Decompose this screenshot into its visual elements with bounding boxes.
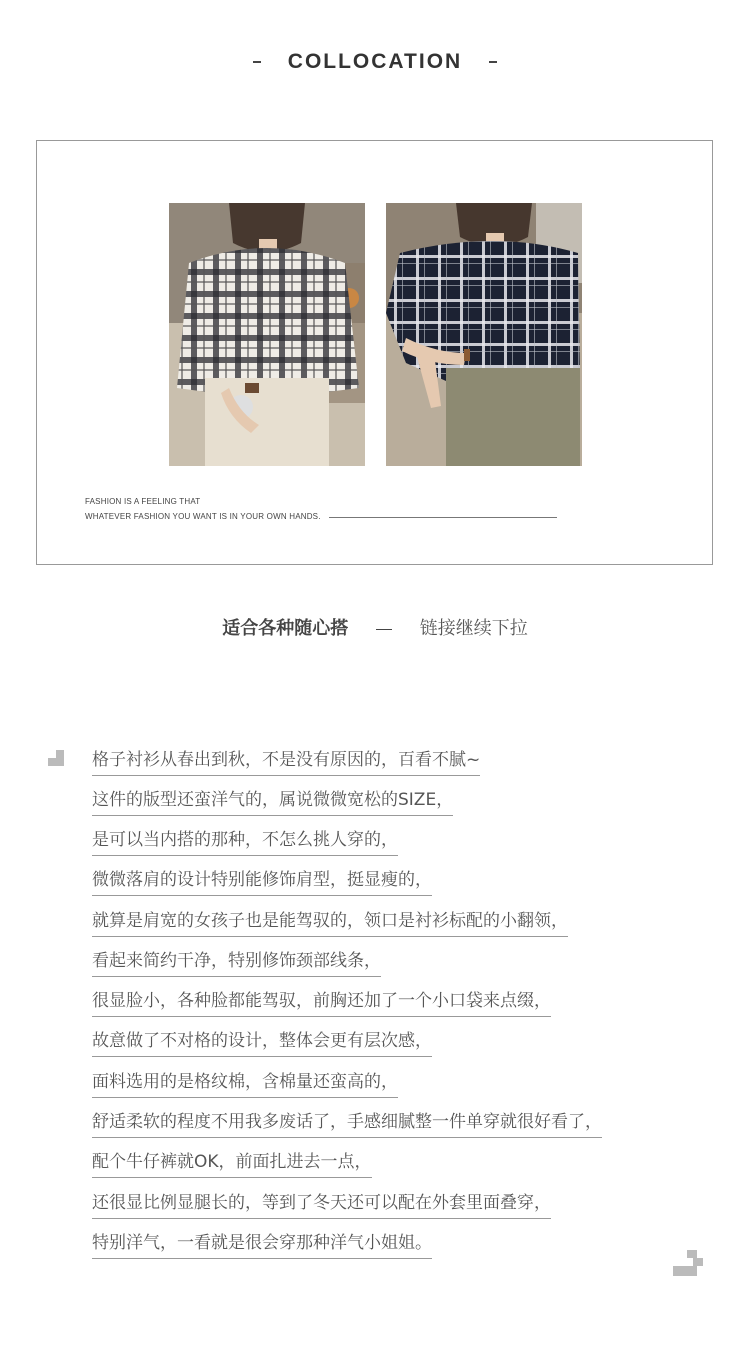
- model-photo-black-plaid: [386, 203, 582, 466]
- subheading-separator: [376, 629, 392, 630]
- section-title: COLLOCATION: [287, 50, 463, 73]
- description-line: 舒适柔软的程度不用我多废话了，手感细腻整一件单穿就很好看了，: [92, 1112, 602, 1138]
- subheading-light: 链接继续下拉: [419, 618, 528, 639]
- fashion-caption-line-1: FASHION IS A FEELING THAT: [85, 497, 201, 506]
- description-line: 配个牛仔裤就OK，前面扎进去一点，: [92, 1152, 372, 1178]
- description-line: 看起来简约干净，特别修饰颈部线条，: [92, 951, 381, 977]
- subheading-bold: 适合各种随心搭: [222, 618, 349, 639]
- style-subheading: [0, 614, 750, 640]
- description-line: 就算是肩宽的女孩子也是能驾驭的，领口是衬衫标配的小翻领，: [92, 911, 568, 937]
- header-dash-right: [489, 61, 497, 63]
- section-header: [0, 50, 750, 74]
- paragraph-end-icon: [673, 1250, 703, 1276]
- description-line: 这件的版型还蛮洋气的，属说微微宽松的SIZE，: [92, 790, 453, 816]
- description-line: 面料选用的是格纹棉，含棉量还蛮高的，: [92, 1072, 398, 1098]
- description-line: 格子衬衫从春出到秋，不是没有原因的，百看不腻~: [92, 750, 480, 776]
- description-line: 特别洋气，一看就是很会穿那种洋气小姐姐。: [92, 1233, 432, 1259]
- header-dash-left: [253, 61, 261, 63]
- description-line: 很显脸小，各种脸都能驾驭，前胸还加了一个小口袋来点缀，: [92, 991, 551, 1017]
- description-line: 微微落肩的设计特别能修饰肩型，挺显瘦的，: [92, 870, 432, 896]
- caption-divider: [329, 517, 557, 518]
- description-line: 还很显比例显腿长的，等到了冬天还可以配在外套里面叠穿，: [92, 1193, 551, 1219]
- fashion-caption-line-2: WHATEVER FASHION YOU WANT IS IN YOUR OWN HANDS.: [85, 512, 321, 521]
- description-line: 故意做了不对格的设计，整体会更有层次感，: [92, 1031, 432, 1057]
- paragraph-start-icon: [48, 750, 66, 768]
- model-photo-white-plaid: [169, 203, 365, 466]
- collocation-frame: [36, 140, 713, 565]
- description-line: 是可以当内搭的那种，不怎么挑人穿的，: [92, 830, 398, 856]
